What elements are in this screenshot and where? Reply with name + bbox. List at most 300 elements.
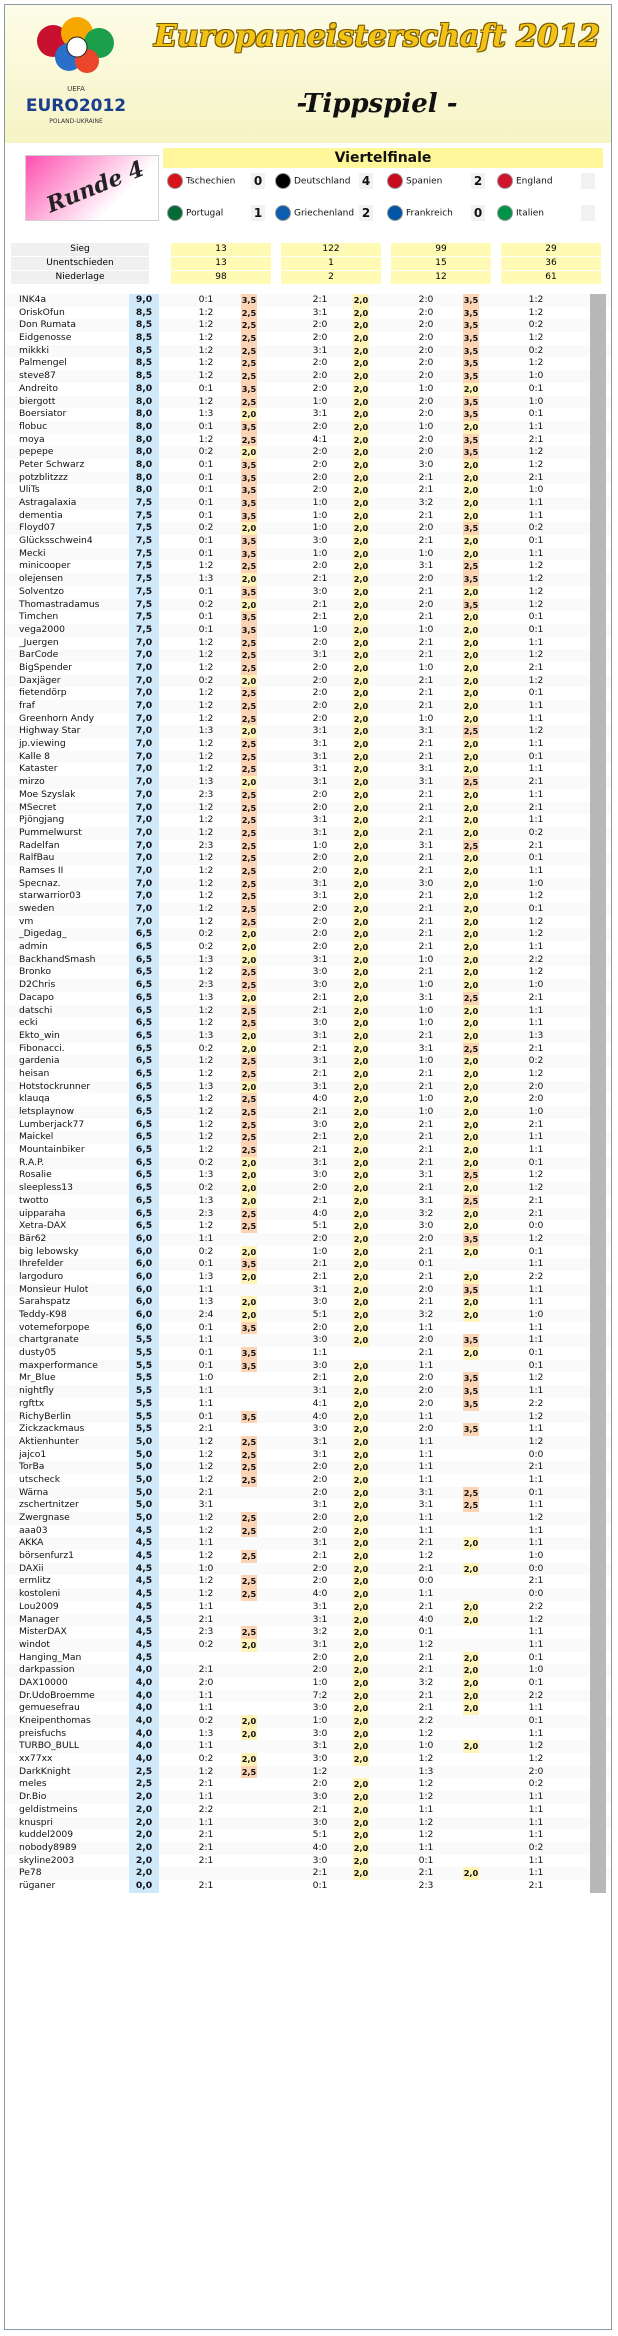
- points-cell: 2,5: [241, 1513, 257, 1523]
- points-cell: 3,5: [463, 409, 479, 420]
- points-cell: 2,0: [353, 1652, 369, 1663]
- player-name: jajco1: [19, 1448, 47, 1460]
- points-cell: 2,0: [241, 777, 257, 788]
- tip-cell: 1:2: [198, 687, 214, 699]
- tip-cell: 1:0: [528, 1309, 544, 1320]
- scroll-column: [590, 294, 606, 307]
- tip-cell: 2:1: [418, 1347, 434, 1359]
- tip-cell: 0:2: [198, 598, 214, 610]
- tip-cell: 2:1: [312, 991, 328, 1003]
- player-points: 6,0: [129, 1322, 159, 1335]
- points-cell: 2,0: [353, 1284, 369, 1295]
- player-name: Moe Szyslak: [19, 788, 76, 800]
- tip-cell: 2:0: [312, 801, 328, 813]
- player-name: RichyBerlin: [19, 1410, 71, 1422]
- tip-cell: 2:0: [418, 332, 434, 344]
- player-points: 7,0: [129, 878, 159, 891]
- tip-cell: 1:1: [528, 1131, 544, 1143]
- points-cell: 2,0: [353, 1259, 369, 1270]
- tip-cell: 1:0: [312, 1676, 328, 1688]
- scroll-column: [590, 459, 606, 472]
- scroll-column: [590, 1715, 606, 1728]
- tip-cell: 3:0: [312, 585, 328, 597]
- tip-cell: 2:0: [418, 357, 434, 369]
- tip-cell: 1:2: [198, 1461, 214, 1473]
- tip-cell: 2:3: [198, 1626, 214, 1638]
- player-name: Dacapo: [19, 991, 54, 1003]
- player-name: largoduro: [19, 1270, 64, 1282]
- home-score: 4: [359, 173, 373, 189]
- points-cell: 2,0: [241, 675, 257, 686]
- player-points: 4,0: [129, 1702, 159, 1715]
- points-cell: 2,0: [353, 586, 369, 597]
- tip-cell: 2:0: [312, 1512, 328, 1523]
- player-name: INK4a: [19, 294, 47, 305]
- tip-cell: 2:0: [312, 370, 328, 382]
- tip-cell: 1:1: [528, 1702, 544, 1714]
- player-name: preisfuchs: [19, 1727, 67, 1739]
- points-cell: 2,0: [463, 929, 479, 940]
- tip-cell: 1:2: [528, 294, 544, 305]
- table-row: [5, 1499, 611, 1512]
- scroll-column: [590, 1157, 606, 1170]
- tip-cell: 2:0: [312, 1182, 328, 1194]
- points-cell: 2,0: [463, 789, 479, 800]
- tip-cell: 3:1: [312, 1283, 328, 1295]
- scroll-column: [590, 1512, 606, 1525]
- scroll-column: [590, 370, 606, 383]
- tip-cell: 1:1: [528, 636, 544, 648]
- points-cell: 2,0: [353, 1081, 369, 1092]
- points-cell: 3,5: [241, 536, 257, 547]
- player-points: 4,5: [129, 1525, 159, 1538]
- points-cell: 2,0: [353, 865, 369, 876]
- table-row: [5, 1233, 611, 1246]
- points-cell: 3,5: [241, 1411, 257, 1422]
- tip-cell: 1:1: [528, 1144, 544, 1156]
- points-cell: 2,0: [353, 434, 369, 445]
- stat-value: 98: [171, 271, 271, 284]
- player-points: 8,5: [129, 307, 159, 320]
- tip-cell: 1:2: [198, 903, 214, 914]
- tip-cell: 1:1: [528, 1004, 544, 1016]
- points-cell: 2,0: [463, 1094, 479, 1105]
- points-cell: 2,0: [353, 777, 369, 788]
- tip-cell: 1:2: [528, 928, 544, 940]
- tip-cell: 2:1: [528, 1194, 544, 1206]
- player-points: 6,5: [129, 1005, 159, 1018]
- player-points: 7,5: [129, 624, 159, 637]
- scroll-column: [590, 1271, 606, 1284]
- tip-cell: 1:2: [528, 674, 544, 686]
- tip-cell: 2:0: [312, 788, 328, 800]
- scroll-column: [590, 396, 606, 409]
- tip-cell: 1:0: [418, 1004, 434, 1016]
- player-name: darkpassion: [19, 1664, 75, 1676]
- tip-cell: 1:1: [528, 1816, 544, 1828]
- tip-cell: 2:0: [418, 306, 434, 318]
- tip-cell: 3:0: [312, 1727, 328, 1739]
- player-name: mikkki: [19, 344, 50, 356]
- table-row: [5, 1778, 611, 1791]
- points-cell: 2,0: [241, 1195, 257, 1206]
- tip-cell: 3:1: [418, 991, 434, 1003]
- tip-cell: 2:0: [418, 1283, 434, 1295]
- player-points: 6,0: [129, 1258, 159, 1271]
- away-team-name: Italien: [516, 208, 544, 219]
- points-cell: 2,5: [241, 320, 257, 331]
- player-points: 6,5: [129, 1208, 159, 1221]
- points-cell: 2,0: [353, 1576, 369, 1587]
- player-name: potzblitzzz: [19, 471, 68, 483]
- tip-cell: 2:0: [312, 1486, 328, 1498]
- tip-cell: 1:2: [198, 826, 214, 838]
- player-name: ecki: [19, 1017, 38, 1029]
- tip-cell: 3:0: [312, 1791, 328, 1803]
- tip-cell: 2:0: [418, 370, 434, 382]
- tip-cell: 1:0: [312, 623, 328, 635]
- tip-cell: 2:1: [528, 1461, 544, 1473]
- tip-cell: 4:0: [418, 1613, 434, 1625]
- points-cell: 2,0: [463, 485, 479, 496]
- player-points: 2,0: [129, 1791, 159, 1804]
- points-cell: 2,0: [353, 1665, 369, 1676]
- scroll-column: [590, 1119, 606, 1132]
- player-name: Xetra-DAX: [19, 1220, 67, 1232]
- tip-cell: 0:1: [198, 535, 214, 547]
- scroll-column: [590, 1131, 606, 1144]
- points-cell: 2,0: [353, 726, 369, 737]
- tip-cell: 1:2: [198, 1512, 214, 1523]
- player-name: uipparaha: [19, 1207, 66, 1219]
- scroll-column: [590, 573, 606, 586]
- tip-cell: 1:3: [198, 1029, 214, 1041]
- tip-cell: 2:1: [418, 738, 434, 750]
- tip-cell: 1:1: [198, 1600, 214, 1612]
- page-title: Europameisterschaft 2012: [154, 19, 600, 54]
- player-points: 6,5: [129, 1093, 159, 1106]
- points-cell: 2,0: [353, 1119, 369, 1130]
- tip-cell: 3:1: [312, 1499, 328, 1511]
- tip-cell: 1:2: [418, 1727, 434, 1739]
- tip-cell: 1:3: [198, 725, 214, 737]
- player-points: 2,0: [129, 1829, 159, 1842]
- points-cell: 2,5: [463, 1500, 479, 1511]
- scroll-column: [590, 1702, 606, 1715]
- points-cell: 2,0: [463, 1056, 479, 1067]
- tip-cell: 3:1: [312, 877, 328, 889]
- header: [5, 5, 611, 143]
- scroll-column: [590, 1728, 606, 1741]
- home-team-name: Tschechien: [186, 176, 236, 187]
- points-cell: 2,5: [241, 1589, 257, 1600]
- tip-cell: 0:1: [528, 750, 544, 762]
- tip-cell: 2:0: [312, 1321, 328, 1333]
- tip-cell: 1:3: [198, 991, 214, 1003]
- tip-cell: 0:1: [528, 1651, 544, 1663]
- points-cell: 2,5: [241, 1145, 257, 1156]
- player-name: Sarahspatz: [19, 1296, 71, 1308]
- points-cell: 2,5: [241, 980, 257, 991]
- points-cell: 3,5: [241, 586, 257, 597]
- player-name: Monsieur Hulot: [19, 1283, 89, 1295]
- points-cell: 2,0: [463, 1348, 479, 1359]
- tip-cell: 3:1: [198, 1499, 214, 1511]
- tip-cell: 1:2: [312, 1765, 328, 1777]
- tip-cell: 1:1: [528, 763, 544, 775]
- points-cell: 2,0: [353, 1842, 369, 1853]
- points-cell: 3,5: [463, 1398, 479, 1409]
- player-points: 7,0: [129, 700, 159, 713]
- tip-cell: 1:2: [198, 560, 214, 572]
- points-cell: 2,5: [241, 1551, 257, 1562]
- tip-cell: 0:0: [418, 1575, 434, 1587]
- points-cell: 2,0: [353, 1043, 369, 1054]
- tip-cell: 2:0: [312, 915, 328, 927]
- tip-cell: 1:0: [312, 547, 328, 559]
- tip-cell: 1:1: [418, 1588, 434, 1600]
- tip-cell: 0:1: [418, 1854, 434, 1866]
- tip-cell: 2:0: [418, 1372, 434, 1384]
- scroll-column: [590, 1043, 606, 1056]
- scroll-column: [590, 446, 606, 459]
- tip-cell: 0:1: [198, 458, 214, 470]
- points-cell: 2,5: [463, 1487, 479, 1498]
- player-name: nobody8989: [19, 1841, 77, 1853]
- points-cell: 2,0: [463, 942, 479, 953]
- scroll-column: [590, 1385, 606, 1398]
- points-cell: 2,5: [241, 853, 257, 864]
- player-name: twotto: [19, 1194, 49, 1206]
- points-cell: 2,0: [353, 612, 369, 623]
- tip-cell: 7:2: [312, 1689, 328, 1701]
- euro2012-logo-icon: [11, 11, 141, 135]
- player-points: 5,5: [129, 1411, 159, 1424]
- points-cell: 2,0: [463, 1018, 479, 1029]
- player-name: kuddel2009: [19, 1829, 74, 1841]
- table-row: [5, 687, 611, 700]
- home-team: [497, 173, 553, 189]
- tip-cell: 4:0: [312, 1093, 328, 1105]
- table-row: [5, 1449, 611, 1462]
- tip-cell: 1:1: [528, 941, 544, 953]
- tip-cell: 0:1: [198, 1321, 214, 1333]
- tip-cell: 4:1: [312, 433, 328, 445]
- scroll-column: [590, 763, 606, 776]
- tip-cell: 0:1: [418, 1258, 434, 1270]
- tip-cell: 2:0: [312, 1473, 328, 1485]
- scroll-column: [590, 675, 606, 688]
- points-cell: 2,0: [241, 942, 257, 953]
- points-cell: 2,0: [463, 1741, 479, 1752]
- stat-value: 13: [171, 257, 271, 270]
- tip-cell: 1:1: [528, 1626, 544, 1638]
- points-cell: 2,0: [241, 1716, 257, 1726]
- tip-cell: 1:0: [418, 979, 434, 991]
- player-points: 7,0: [129, 687, 159, 700]
- player-points: 7,5: [129, 510, 159, 523]
- flag-icon: [497, 173, 513, 189]
- tip-cell: 1:3: [198, 1194, 214, 1206]
- tip-cell: 1:3: [198, 1727, 214, 1739]
- tip-cell: 1:1: [528, 1499, 544, 1511]
- tip-cell: 1:1: [528, 1638, 544, 1650]
- match-2: [273, 169, 377, 239]
- points-cell: 3,5: [463, 1424, 479, 1435]
- points-cell: 3,5: [241, 1259, 257, 1270]
- tip-cell: 1:0: [312, 522, 328, 534]
- player-name: AKKA: [19, 1537, 44, 1549]
- scroll-column: [590, 611, 606, 624]
- tip-cell: 2:0: [418, 395, 434, 407]
- points-cell: 2,0: [353, 1411, 369, 1422]
- player-name: biergott: [19, 395, 56, 407]
- home-team-name: Spanien: [406, 176, 443, 187]
- tip-cell: 1:3: [198, 1270, 214, 1282]
- player-name: votemeforpope: [19, 1321, 90, 1333]
- player-points: 8,0: [129, 408, 159, 421]
- scroll-column: [590, 1525, 606, 1538]
- tip-cell: 1:2: [418, 1550, 434, 1562]
- tip-cell: 2:1: [312, 1270, 328, 1282]
- away-score: 2: [359, 205, 373, 221]
- stat-value: 15: [391, 257, 491, 270]
- points-cell: 2,0: [353, 1107, 369, 1117]
- player-points: 6,5: [129, 979, 159, 992]
- scroll-column: [590, 497, 606, 510]
- tip-cell: 2:1: [418, 801, 434, 813]
- tip-cell: 3:1: [312, 1080, 328, 1092]
- table-row: [5, 979, 611, 992]
- tip-cell: 1:2: [198, 1448, 214, 1460]
- table-row: [5, 1588, 611, 1601]
- tip-cell: 3:0: [312, 1334, 328, 1346]
- tip-cell: 0:1: [528, 382, 544, 394]
- points-cell: 2,0: [353, 1018, 369, 1029]
- points-cell: 2,0: [353, 1094, 369, 1105]
- table-row: [5, 1715, 611, 1728]
- table-row: [5, 1614, 611, 1627]
- points-cell: 2,0: [353, 1424, 369, 1435]
- table-row: [5, 1334, 611, 1347]
- points-cell: 2,0: [353, 333, 369, 344]
- points-cell: 2,0: [353, 1589, 369, 1600]
- tip-cell: 0:1: [528, 687, 544, 699]
- table-row: [5, 928, 611, 941]
- table-row: [5, 1309, 611, 1322]
- tip-cell: 1:0: [418, 1740, 434, 1752]
- points-cell: 2,0: [353, 980, 369, 991]
- tip-cell: 2:0: [312, 319, 328, 331]
- scroll-column: [590, 700, 606, 713]
- points-cell: 2,0: [353, 1614, 369, 1625]
- tip-cell: 2:3: [418, 1879, 434, 1891]
- points-cell: 2,0: [353, 904, 369, 914]
- scroll-column: [590, 472, 606, 485]
- points-cell: 2,5: [241, 396, 257, 407]
- tip-cell: 2:1: [528, 471, 544, 483]
- player-points: 8,5: [129, 319, 159, 332]
- points-cell: 2,0: [463, 688, 479, 699]
- points-cell: 2,5: [241, 358, 257, 369]
- table-row: [5, 560, 611, 573]
- app-frame: [4, 4, 612, 2330]
- table-row: [5, 1575, 611, 1588]
- points-cell: 3,5: [463, 1233, 479, 1244]
- tip-cell: 2:1: [418, 674, 434, 686]
- tip-cell: 2:4: [198, 1309, 214, 1320]
- player-name: gemuesefrau: [19, 1702, 80, 1714]
- tip-cell: 1:2: [198, 890, 214, 902]
- tip-cell: 2:1: [418, 1296, 434, 1308]
- points-cell: 2,0: [353, 1056, 369, 1067]
- tip-cell: 2:1: [418, 1067, 434, 1079]
- tip-cell: 2:2: [528, 953, 544, 965]
- points-cell: 2,0: [353, 1157, 369, 1168]
- player-name: jp.viewing: [19, 738, 66, 750]
- points-cell: 2,0: [353, 1195, 369, 1206]
- points-cell: 2,0: [353, 1677, 369, 1688]
- player-name: Radelfan: [19, 839, 60, 851]
- tip-cell: 1:3: [198, 953, 214, 965]
- tip-cell: 1:1: [528, 1385, 544, 1397]
- points-cell: 2,5: [241, 1436, 257, 1447]
- tip-cell: 2:1: [528, 839, 544, 851]
- tip-cell: 2:0: [528, 1093, 544, 1105]
- points-cell: 2,0: [241, 447, 257, 458]
- player-points: 0,0: [129, 1880, 159, 1893]
- scroll-column: [590, 434, 606, 447]
- player-points: 8,5: [129, 370, 159, 383]
- scroll-column: [590, 307, 606, 320]
- scroll-column: [590, 1487, 606, 1500]
- tip-cell: 5:1: [312, 1220, 328, 1232]
- points-cell: 2,0: [463, 421, 479, 432]
- player-name: RalfBau: [19, 852, 55, 864]
- table-row: [5, 421, 611, 434]
- player-name: Mr_Blue: [19, 1372, 56, 1384]
- scroll-column: [590, 1309, 606, 1322]
- points-cell: 2,0: [463, 904, 479, 914]
- tip-cell: 1:2: [528, 1512, 544, 1523]
- tip-cell: 1:2: [198, 712, 214, 724]
- tip-cell: 2:1: [418, 750, 434, 762]
- points-cell: 2,5: [241, 1056, 257, 1067]
- points-cell: 2,0: [241, 726, 257, 737]
- tip-cell: 1:2: [198, 801, 214, 813]
- scroll-column: [590, 1588, 606, 1601]
- tip-cell: 2:1: [198, 1829, 214, 1841]
- points-cell: 2,0: [353, 662, 369, 673]
- player-points: 7,0: [129, 916, 159, 929]
- away-team-name: Frankreich: [406, 208, 453, 219]
- points-cell: 2,0: [353, 307, 369, 318]
- scroll-column: [590, 1804, 606, 1817]
- player-name: Maickel: [19, 1131, 54, 1143]
- table-row: [5, 1195, 611, 1208]
- tip-cell: 1:1: [528, 1258, 544, 1270]
- table-row: [5, 890, 611, 903]
- tip-cell: 2:2: [528, 1600, 544, 1612]
- table-row: [5, 1461, 611, 1474]
- tip-cell: 2:1: [312, 1042, 328, 1054]
- player-name: DarkKnight: [19, 1765, 71, 1777]
- player-points: 7,5: [129, 560, 159, 573]
- tip-cell: 0:1: [528, 611, 544, 623]
- tip-cell: 3:1: [312, 826, 328, 838]
- scroll-column: [590, 560, 606, 573]
- tip-cell: 3:1: [312, 1029, 328, 1041]
